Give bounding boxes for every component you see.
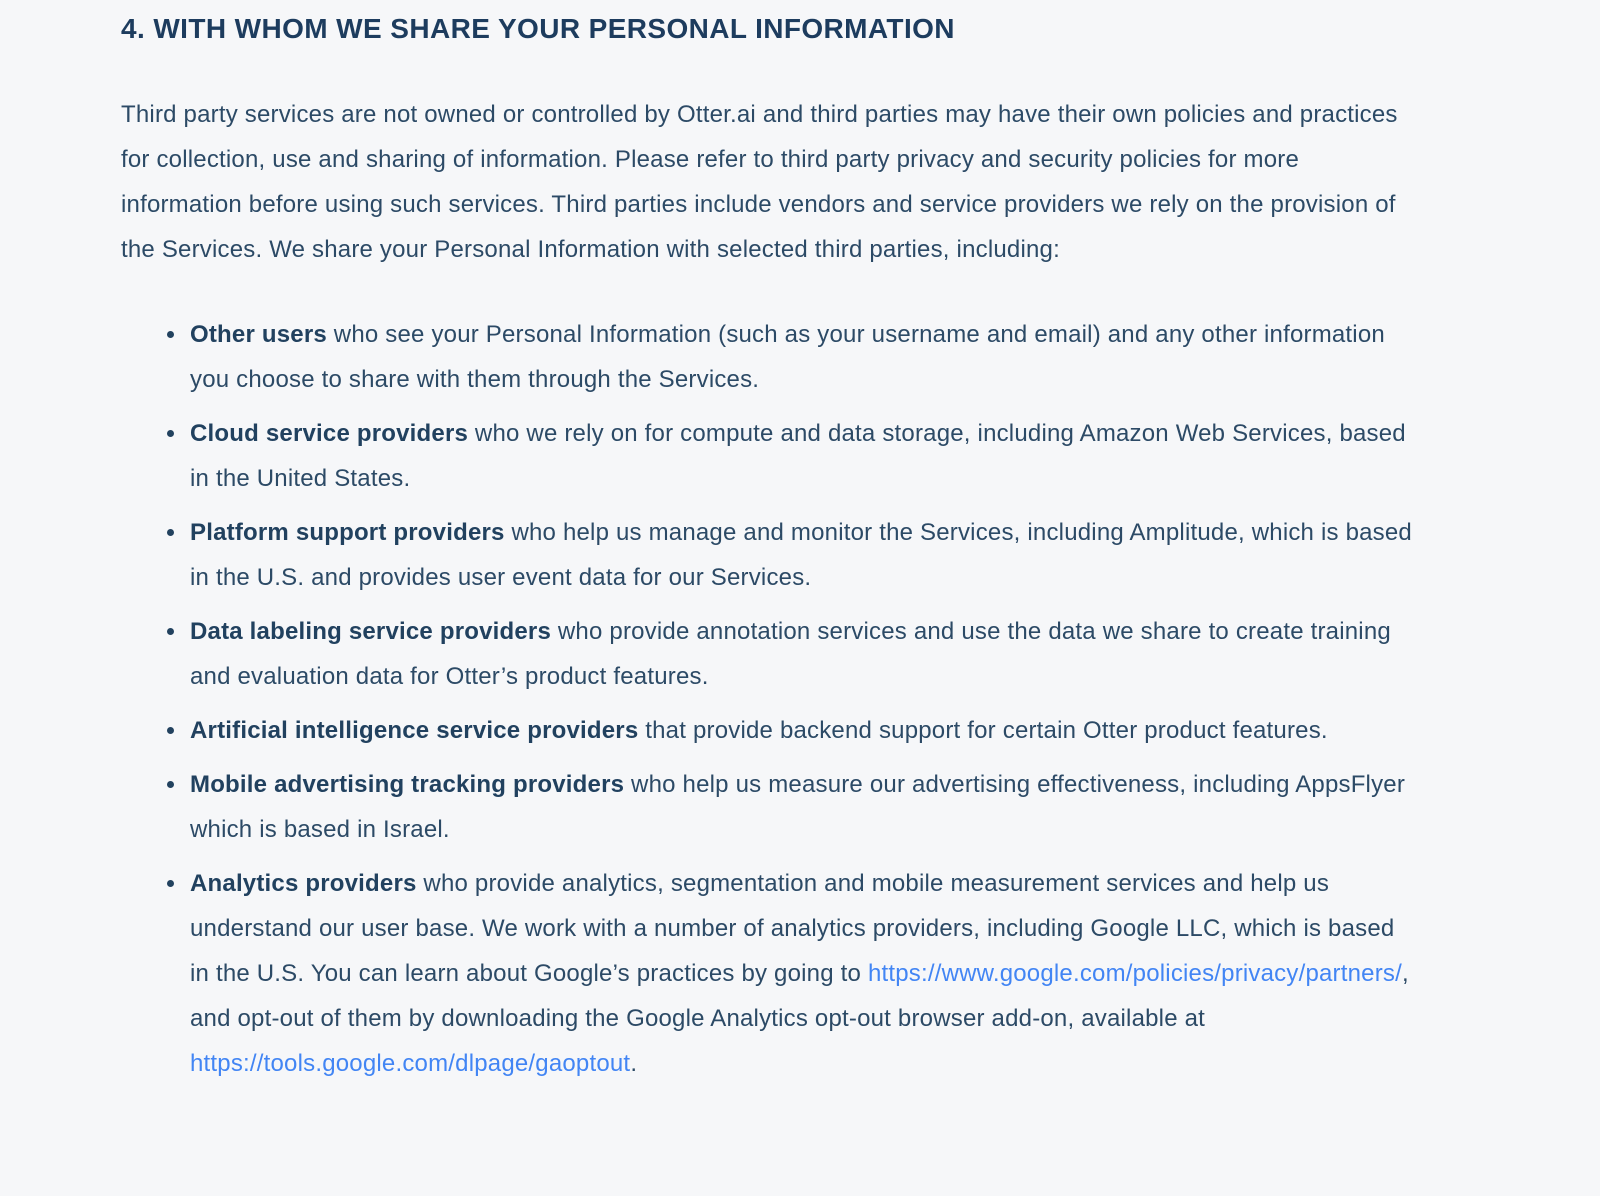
list-item: • Cloud service providers who we rely on for compute and data storage, including Amazon Web Services, based in the United States. <box>188 411 1413 501</box>
bullet-lead: Artificial intelligence service providers <box>190 717 639 744</box>
list-item: • Platform support providers who help us manage and monitor the Services, including Amplitude, which is based in the U.S. and provides user event data for our Services. <box>188 510 1413 600</box>
list-item: • Analytics providers who provide analytics, segmentation and mobile measurement services and help us understand our user base. We work with a number of analytics providers, including Google LLC, which is based in the U.S. You can learn about Google’s practices by going to https://www.google.com/policies/privacy/partners/, and opt-out of them by downloading the Google Analytics opt-out browser add-on, available at https://tools.google.com/dlpage/gaoptout. <box>188 861 1413 1086</box>
bullet-lead: Analytics providers <box>190 870 417 897</box>
bullet-lead: Other users <box>190 321 327 348</box>
policy-section <box>121 0 1413 1086</box>
bullet-lead: Cloud service providers <box>190 420 469 447</box>
bullet-lead: Platform support providers <box>190 519 505 546</box>
bullet-lead: Data labeling service providers <box>190 618 552 645</box>
list-item: • Artificial intelligence service providers that provide backend support for certain Otter product features. <box>188 708 1413 753</box>
inline-link[interactable]: https://tools.google.com/dlpage/gaoptout <box>190 1050 631 1077</box>
sharing-list <box>121 312 1413 1086</box>
list-item: • Other users who see your Personal Information (such as your username and email) and any other information you choose to share with them through the Services. <box>188 312 1413 402</box>
bullet-lead: Mobile advertising tracking providers <box>190 771 625 798</box>
list-item: • Mobile advertising tracking providers who help us measure our advertising effectiveness, including AppsFlyer which is based in Israel. <box>188 762 1413 852</box>
intro-paragraph: Third party services are not owned or controlled by Otter.ai and third parties may have their own policies and practices for collection, use and sharing of information. Please refer to third party privacy and security policies for more information before using such services. Third parties include vendors and service providers we rely on the provision of the Services. We share your Personal Information with selected third parties, including: <box>121 101 1398 263</box>
inline-link[interactable]: https://www.google.com/policies/privacy/partners/ <box>867 960 1402 987</box>
section-heading: 4. WITH WHOM WE SHARE YOUR PERSONAL INFORMATION <box>121 13 955 44</box>
list-item: • Data labeling service providers who provide annotation services and use the data we share to create training and evaluation data for Otter’s product features. <box>188 609 1413 699</box>
